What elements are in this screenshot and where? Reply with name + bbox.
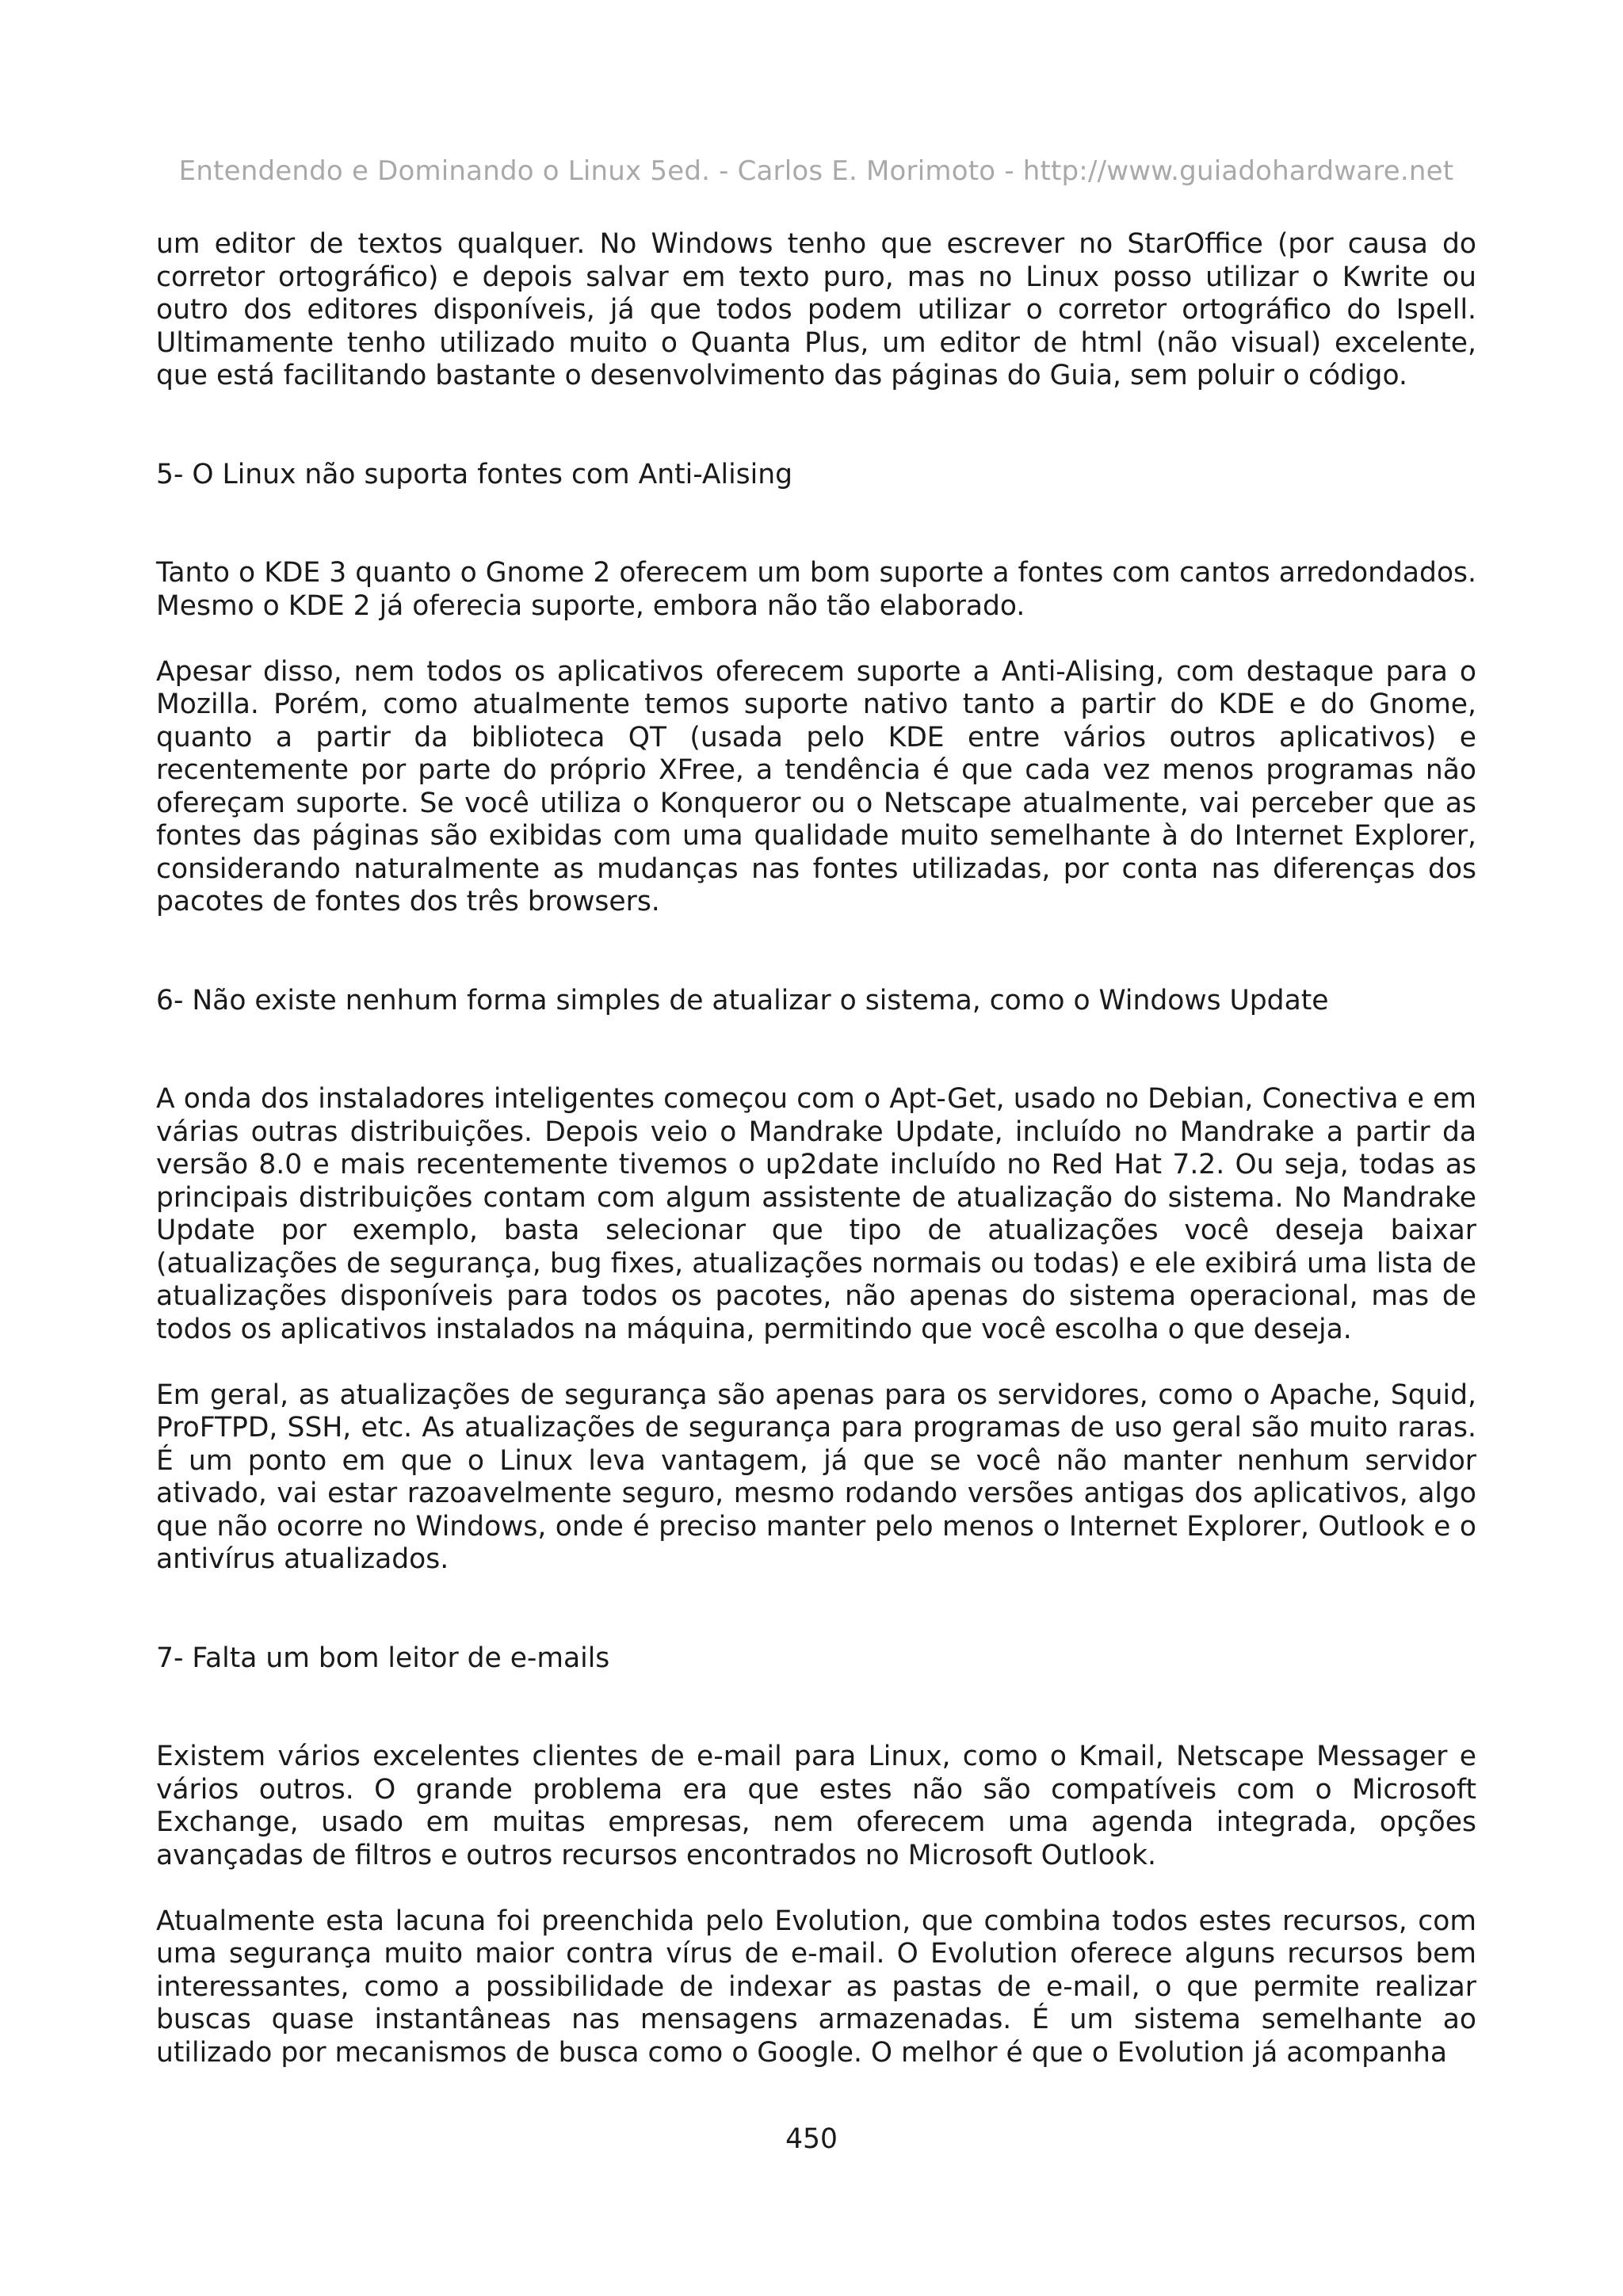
section-heading-5: 5- O Linux não suporta fontes com Anti-Alising — [156, 458, 792, 490]
paragraph-6a: A onda dos instaladores inteligentes começou com o Apt-Get, usado no Debian, Conectiva e em várias outras distribuições. Depois veio o Mandrake Update, incluído no Mandrake a partir da versão 8.0 e mais recentemente tivemos o up2date incluído no Red Hat 7.2. Ou seja, todas as principais distribuições contam com algum assistente de atualização do sistema. No Mandrake Update por exemplo, basta selecionar que tipo de atualizações você deseja baixar (atualizações de segurança, bug fixes, atualizações normais ou todas) e ele exibirá uma lista de atualizações disponíveis para todos os pacotes, não apenas do sistema operacional, mas de todos os aplicativos instalados na máquina, permitindo que você escolha o que deseja. — [156, 1083, 1476, 1345]
section-heading-7: 7- Falta um bom leitor de e-mails — [156, 1642, 610, 1674]
paragraph-intro: um editor de textos qualquer. No Windows tenho que escrever no StarOffice (por causa do corretor ortográfico) e depois salvar em texto puro, mas no Linux posso utilizar o Kwrite ou outro dos editores disponíveis, já que todos podem utilizar o corretor ortográfico do Ispell. Ultimamente tenho utilizado muito o Quanta Plus, um editor de html (não visual) excelente, que está facilitando bastante o desenvolvimento das páginas do Guia, sem poluir o código. — [156, 228, 1476, 391]
page-number: 450 — [785, 2123, 838, 2155]
section-heading-6: 6- Não existe nenhum forma simples de atualizar o sistema, como o Windows Update — [156, 984, 1329, 1016]
paragraph-5a: Tanto o KDE 3 quanto o Gnome 2 oferecem um bom suporte a fontes com cantos arredondados. Mesmo o KDE 2 já oferecia suporte, embora não tão elaborado. — [156, 557, 1476, 622]
paragraph-6b: Em geral, as atualizações de segurança são apenas para os servidores, como o Apache, Squid, ProFTPD, SSH, etc. As atualizações de segurança para programas de uso geral são muito raras. É um ponto em que o Linux leva vantagem, já que se você não manter nenhum servidor ativado, vai estar razoavelmente seguro, mesmo rodando versões antigas dos aplicativos, algo que não ocorre no Windows, onde é preciso manter pelo menos o Internet Explorer, Outlook e o antivírus atualizados. — [156, 1379, 1476, 1575]
page-body — [156, 228, 1476, 2069]
paragraph-7b: Atualmente esta lacuna foi preenchida pelo Evolution, que combina todos estes recursos, com uma segurança muito maior contra vírus de e-mail. O Evolution oferece alguns recursos bem interessantes, como a possibilidade de indexar as pastas de e-mail, o que permite realizar buscas quase instantâneas nas mensagens armazenadas. É um sistema semelhante ao utilizado por mecanismos de busca como o Google. O melhor é que o Evolution já acompanha — [156, 1905, 1476, 2069]
running-header: Entendendo e Dominando o Linux 5ed. - Carlos E. Morimoto - http://www.guiadohardware.net — [178, 155, 1454, 187]
paragraph-7a: Existem vários excelentes clientes de e-mail para Linux, como o Kmail, Netscape Messager e vários outros. O grande problema era que estes não são compatíveis com o Microsoft Exchange, usado em muitas empresas, nem oferecem uma agenda integrada, opções avançadas de filtros e outros recursos encontrados no Microsoft Outlook. — [156, 1741, 1476, 1871]
paragraph-5b: Apesar disso, nem todos os aplicativos oferecem suporte a Anti-Alising, com destaque para o Mozilla. Porém, como atualmente temos suporte nativo tanto a partir do KDE e do Gnome, quanto a partir da biblioteca QT (usada pelo KDE entre vários outros aplicativos) e recentemente por parte do próprio XFree, a tendência é que cada vez menos programas não ofereçam suporte. Se você utiliza o Konqueror ou o Netscape atualmente, vai perceber que as fontes das páginas são exibidas com uma qualidade muito semelhante à do Internet Explorer, considerando naturalmente as mudanças nas fontes utilizadas, por conta nas diferenças dos pacotes de fontes dos três browsers. — [156, 655, 1476, 917]
